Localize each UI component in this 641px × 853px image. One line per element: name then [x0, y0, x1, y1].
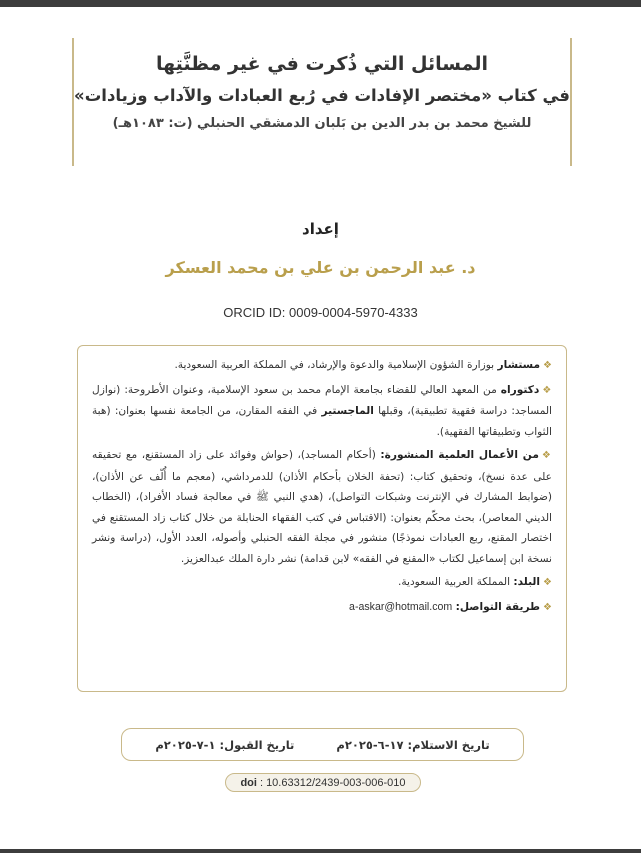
- info-country: [92, 572, 552, 594]
- bottom-bar: [0, 849, 641, 853]
- diamond-bullet-icon: ❖: [542, 384, 552, 396]
- contact-lead: طريقة التواصل:: [455, 600, 541, 613]
- country-lead: البلد:: [513, 576, 541, 588]
- works-text: (أحكام المساجد)، (حواش وفوائد على زاد المستقنع، مع تحقيقه على عدة نسخ)، وتحقيق كتاب: (تحفة الخلان بأحكام الأذان) للدمرداشي، (معجم ما أُلّف عن الأذان)، (ضوابط المشارك في الإنترنت وشبكات التواصل)، (هدي النبي ﷺ في معالجة فساد الأفراد)، (الخطاب الديني المعاصر)، بحث محكّم بعنوان: (الاقتباس في كتب الفقهاء الحنابلة من خلال كتاب زاد المستقنع في اختصار المقنع، ربع العبادات نموذجًا) منشور في مجلة الفقه الحنبلي وأصوله، العدد الأول، (دراسة ونشر نسخة ابن إسماعيل لكتاب «المقنع في الفقه» لابن قدامة) نشر دارة الملك عبدالعزيز.: [92, 449, 552, 565]
- diamond-bullet-icon: ❖: [543, 601, 552, 613]
- diamond-bullet-icon: ❖: [541, 450, 553, 461]
- title-block: [72, 38, 572, 166]
- dates-box: [121, 728, 524, 761]
- info-advisor: [92, 355, 552, 377]
- info-works: [92, 445, 552, 569]
- prepared-by-label: إعداد: [302, 220, 339, 238]
- received-date: تاريخ الاستلام: ١٧-٦-٢٠٢٥م: [336, 737, 490, 752]
- info-contact: [92, 597, 552, 619]
- book-title: في كتاب «مختصر الإفادات في رُبع العبادات والآداب وزيادات»: [74, 86, 570, 105]
- author-info-box: [77, 345, 567, 692]
- doi-badge[interactable]: [225, 773, 421, 792]
- works-lead: من الأعمال العلمية المنشورة:: [380, 449, 539, 461]
- diamond-bullet-icon: ❖: [543, 360, 552, 371]
- accepted-date: تاريخ القبول: ١-٧-٢٠٢٥م: [155, 737, 295, 752]
- masters-text: في الفقه المقارن، من الجامعة نفسها بعنوان: (هبة الثواب وتطبيقاتها الفقهية).: [92, 405, 552, 438]
- author-name: د. عبد الرحمن بن علي بن محمد العسكر: [165, 258, 476, 277]
- email-link[interactable]: a-askar@hotmail.com: [349, 600, 453, 613]
- info-doctorate: [92, 380, 552, 443]
- book-author-line: للشيخ محمد بن بدر الدين بن بَلبان الدمشقي الحنبلي (ت: ١٠٨٣هـ): [112, 116, 532, 131]
- diamond-bullet-icon: ❖: [543, 577, 552, 588]
- orcid-id: ORCID ID: 0009-0004-5970-4333: [223, 305, 418, 320]
- doi-value: : 10.63312/2439-003-006-010: [259, 776, 406, 789]
- advisor-text: بوزارة الشؤون الإسلامية والدعوة والإرشاد، في المملكة العربية السعودية.: [174, 359, 498, 371]
- doctorate-text: من المعهد العالي للقضاء بجامعة الإمام محمد بن سعود الإسلامية، وعنوان الأطروحة: (نوازل المساجد: دراسة فقهية تطبيقية)، وقبلها: [92, 383, 552, 417]
- top-bar: [0, 0, 641, 7]
- masters-lead: الماجستير: [321, 405, 374, 417]
- doctorate-lead: دكتوراه: [500, 383, 540, 396]
- main-title: المسائل التي ذُكرت في غير مظنَّتِها: [155, 53, 489, 75]
- advisor-lead: مستشار: [497, 359, 541, 371]
- doi-label: doi: [240, 776, 257, 789]
- country-text: المملكة العربية السعودية.: [397, 576, 514, 588]
